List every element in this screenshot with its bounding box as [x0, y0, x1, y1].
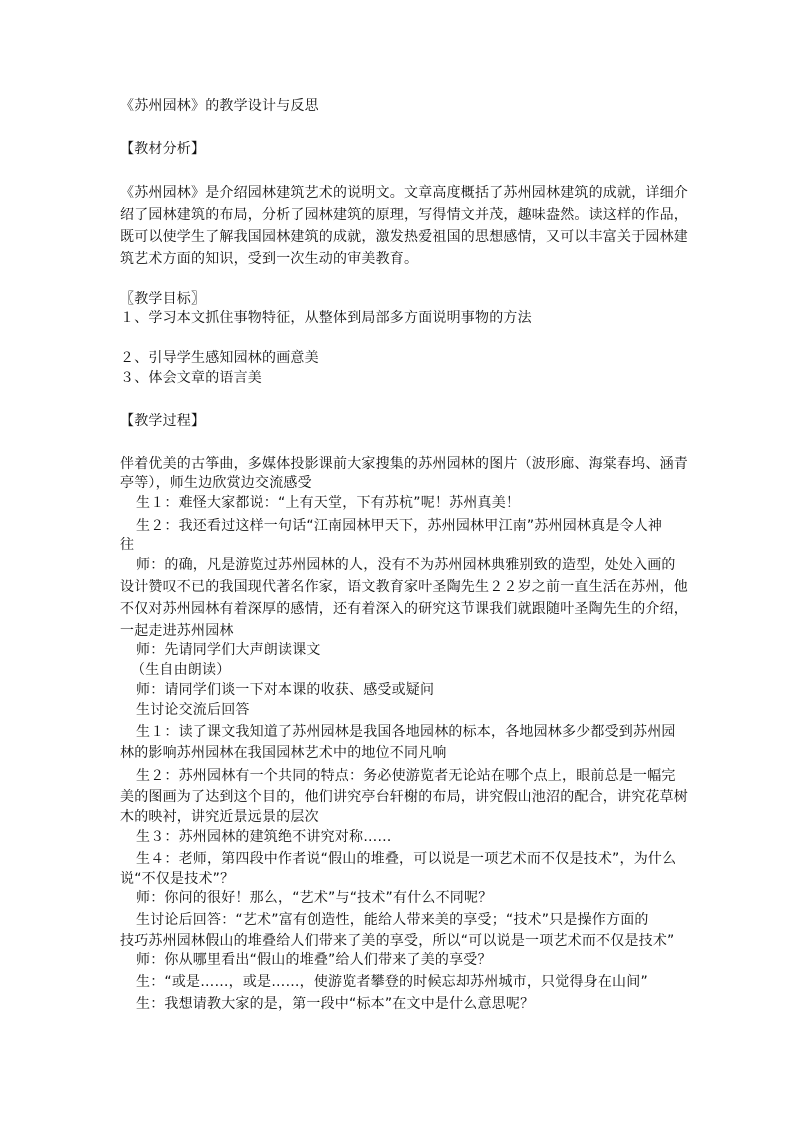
process-line: 一起走进苏州园林 — [120, 623, 234, 639]
process-line: 生１：读了课文我知道了苏州园林是我国各地园林的标本，各地园林多少都受到苏州园 — [136, 724, 676, 740]
process-line: 说“不仅是技术”？ — [120, 871, 235, 887]
process-line: 伴着优美的古筝曲，多媒体投影课前大家搜集的苏州园林的图片（波形廊、海棠春坞、涵青 — [120, 456, 688, 472]
process-line: （生自由朗读） — [131, 662, 231, 678]
process-line: 师：先请同学们大声朗读课文 — [136, 642, 321, 658]
process-line: 生讨论交流后回答 — [136, 702, 250, 718]
process-line: 林的影响苏州园林在我国园林艺术中的地位不同凡响 — [120, 745, 447, 761]
goal-item: １、学习本文抓住事物特征，从整体到局部多方面说明事物的方法 — [120, 310, 532, 326]
analysis-line: 绍了园林建筑的布局，分析了园林建筑的原理，写得情文并茂，趣味盎然。读这样的作品， — [120, 207, 688, 223]
process-line: 生２：苏州园林有一个共同的特点：务必使游览者无论站在哪个点上，眼前总是一幅完 — [136, 768, 676, 784]
process-line: 亭等），师生边欣赏边交流感受 — [120, 475, 312, 491]
process-line: 师：你问的很好！那么，“艺术”与“技术”有什么不同呢？ — [136, 890, 493, 906]
analysis-line: 《苏州园林》是介绍园林建筑艺术的说明文。文章高度概括了苏州园林建筑的成就，详细介 — [120, 185, 688, 201]
process-line: 生３：苏州园林的建筑绝不讲究对称…… — [136, 829, 392, 845]
process-line: 生讨论后回答：“艺术”富有创造性，能给人带来美的享受；“技术”只是操作方面的 — [136, 912, 649, 928]
process-line: 师：的确，凡是游览过苏州园林的人，没有不为苏州园林典雅别致的造型，处处入画的 — [136, 557, 676, 573]
process-line: 生：“或是……，或是……，使游览者攀登的时候忘却苏州城市，只觉得身在山间” — [136, 974, 648, 990]
goal-item: ３、体会文章的语言美 — [120, 370, 262, 386]
goals-heading: 〖教学目标〗 — [120, 291, 206, 307]
process-line: 生２：我还看过这样一句话“江南园林甲天下，苏州园林甲江南”苏州园林真是令人神 — [136, 518, 663, 534]
process-line: 生１：难怪大家都说：“上有天堂，下有苏杭”呢！苏州真美！ — [136, 495, 521, 511]
process-line: 不仅对苏州园林有着深厚的感情，还有着深入的研究这节课我们就跟随叶圣陶先生的介绍， — [120, 601, 688, 617]
analysis-line: 筑艺术方面的知识，受到一次生动的审美教育。 — [120, 251, 419, 267]
process-line: 设计赞叹不已的我国现代著名作家，语文教育家叶圣陶先生２２岁之前一直生活在苏州，他 — [120, 579, 688, 595]
process-heading: 【教学过程】 — [120, 413, 206, 429]
process-line: 师：你从哪里看出“假山的堆叠”给人们带来了美的享受？ — [136, 952, 492, 968]
process-line: 师：请同学们谈一下对本课的收获、感受或疑问 — [136, 682, 435, 698]
process-line: 技巧苏州园林假山的堆叠给人们带来了美的享受，所以“可以说是一项艺术而不仅是技术” — [120, 933, 675, 949]
analysis-heading: 【教材分析】 — [120, 141, 206, 157]
analysis-line: 既可以使学生了解我国园林建筑的成就，激发热爱祖国的思想感情，又可以丰富关于园林建 — [120, 229, 688, 245]
process-line: 美的图画为了达到这个目的，他们讲究亭台轩榭的布局，讲究假山池沼的配合，讲究花草树 — [120, 789, 688, 805]
process-line: 木的映衬，讲究近景远景的层次 — [120, 809, 319, 825]
process-line: 往 — [120, 537, 135, 553]
goal-item: ２、引导学生感知园林的画意美 — [120, 350, 319, 366]
process-line: 生４：老师，第四段中作者说“假山的堆叠，可以说是一项艺术而不仅是技术”，为什么 — [136, 851, 677, 867]
document-title: 《苏州园林》的教学设计与反思 — [120, 98, 319, 114]
process-line: 生：我想请教大家的是，第一段中“标本”在文中是什么意思呢？ — [136, 996, 535, 1012]
